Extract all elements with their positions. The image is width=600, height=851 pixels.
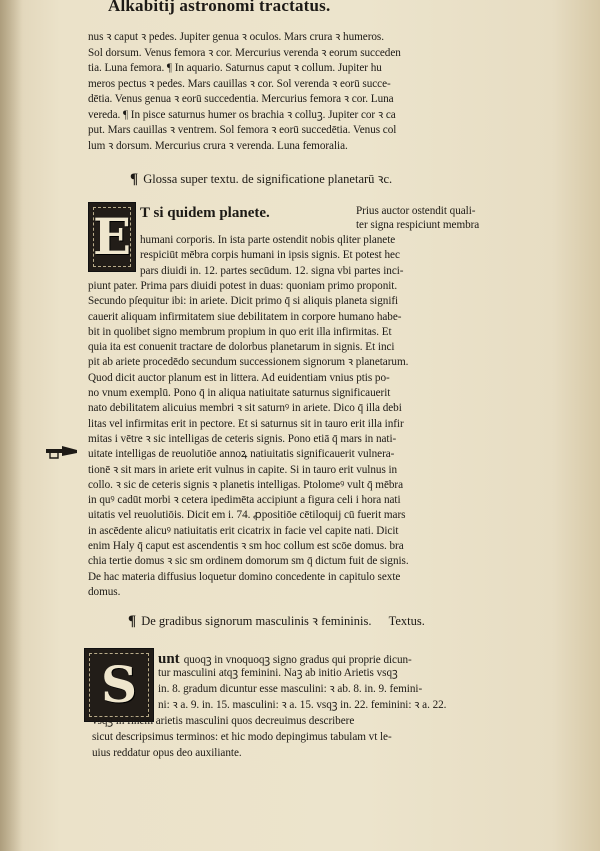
paragraph-mark-icon: ¶ [130, 171, 139, 187]
text-first-word: unt [158, 651, 180, 667]
text-line: humani corporis. In ista parte ostendit nobis qliter planete [140, 234, 396, 246]
text-line: uitate intelligas de reuolutiōe annoꝝ natiuitatis significauerit vulnera- [88, 448, 395, 461]
gloss-heading [130, 170, 392, 188]
gloss-heading-text: Glossa super textu. de significatione planetarū ꝛc. [143, 172, 393, 186]
text-line: chia tertie domus ꝛ sic sm ordinem domorum sm q̄ dictum fuit de signis. [88, 555, 409, 568]
text-line: sicut descripsimus terminos: et hic modo depingimus tabulam vt le- [92, 731, 392, 743]
text-line: nus ꝛ caput ꝛ pedes. Jupiter genua ꝛ oculos. Mars crura ꝛ humeros. [88, 31, 384, 43]
text-label: Textus. [388, 614, 425, 628]
pointing-hand-icon [44, 441, 80, 461]
text-line: tionē ꝛ sit mars in ariete erit vulnus in capite. Si in tauro erit vulnus in [88, 463, 398, 476]
gloss-first-line [140, 204, 270, 222]
text-line: ter signa respiciunt membra [356, 219, 480, 231]
text-line: meros pectus ꝛ pedes. Mars cauillas ꝛ cor. Sol verenda ꝛ eorū succe- [88, 77, 391, 90]
text-line: tur masculini atqꝫ feminini. Naꝫ ab initio Arietis vsqꝫ [158, 667, 398, 679]
gloss-first-words: T si quidem planete. [140, 205, 270, 221]
gloss-initial [88, 202, 136, 272]
text-line: in ascēdente alicuꝰ natiuitatis erit cicatrix in facie vel capite nati. Dicit [88, 524, 399, 537]
text-line: De hac materia diffusius loquetur domino concedente in capitulo sexte [88, 570, 401, 583]
text-line: pars diuidi in. 12. partes secūdum. 12. signa vbi partes inci- [140, 264, 404, 277]
text-line: in. 8. gradum dicuntur esse masculini: ꝛ ab. 8. in. 9. femini- [158, 683, 423, 695]
paragraph-mark-icon: ¶ [128, 613, 137, 629]
text-line: nato debilitatem alicuius membri ꝛ sit saturnꝰ in ariete. Dico q̄ illa debi [88, 402, 402, 415]
text-line: ni: ꝛ a. 9. in. 15. masculini: ꝛ a. 15. vsqꝫ in. 22. feminini: ꝛ a. 22. [158, 699, 447, 711]
text-line: vsqꝫ in finem arietis masculini quos decreuimus describere [92, 715, 355, 727]
text-line: uius reddatur opus deo auxiliante. [92, 747, 242, 759]
text-line: Secundo pſequitur ibi: in ariete. Dicit primo q̄ si aliquis planeta signifi [88, 295, 399, 308]
text-line: piunt pater. Prima pars diuidi potest in duas: quoniam primo proponit. [88, 279, 398, 292]
text-line: quoqꝫ in vnoquoqꝫ signo gradus qui proprie dicun- [183, 654, 412, 666]
top-text-block [88, 30, 548, 154]
text-line: pit ab ariete procedēdo secundum successionem signorum ꝛ planetarum. [88, 356, 409, 369]
text-line: tia. Luna femora. ¶ In aquario. Saturnus caput ꝛ collum. Jupiter hu [88, 62, 382, 74]
running-head: Alkabitij astronomi tractatus. [108, 0, 331, 15]
text-line: cauerit aliquam infirmitatem siue debilitatem in corpore humano habe- [88, 310, 402, 323]
text-heading [128, 612, 425, 630]
text-initial-letter: S [100, 655, 138, 714]
text-line: respiciūt mēbra corpis humani in ipsis signis. Et potest hec [140, 249, 400, 262]
text-line: domus. [88, 585, 121, 598]
text-line: Prius auctor ostendit quali- [356, 205, 476, 217]
text-line: lum ꝛ dorsum. Mercurius crura ꝛ verenda. Luna femoralia. [88, 139, 348, 152]
text-line: in quꝰ cadūt morbi ꝛ cetera ipedimēta accipiunt a figura celi i hora nati [88, 494, 401, 507]
text-heading-text: De gradibus signorum masculinis ꝛ femininis. [141, 614, 372, 628]
text-line: collo. ꝛ sic de ceteris signis ꝛ planetis intelligas. Ptolomeꝰ vult q̄ mēbra [88, 478, 404, 491]
text-line: quia ita est conuenit tractare de dolorbus planetarum in signis. Et inci [88, 341, 395, 354]
spine-shadow [0, 0, 22, 851]
text-line: mitas i vētre ꝛ sic intelligas de ceteris signis. Pono etiā q̄ mars in nati- [88, 432, 397, 445]
gloss-initial-letter: E [92, 207, 132, 266]
text-line: put. Mars cauillas ꝛ ventrem. Sol femora ꝛ eorū succedētia. Venus col [88, 124, 397, 136]
text-line: vereda. ¶ In pisce saturnus humer os brachia ꝛ colluꝫ. Jupiter cor ꝛ ca [88, 108, 396, 121]
text-initial [84, 648, 154, 722]
text-line: Quod dicit auctor planum est in littera. Ad euidentiam vnius ptis po- [88, 371, 390, 384]
text-line: dētia. Venus genua ꝛ eorū succedentia. Mercurius femora ꝛ cor. Luna [88, 93, 394, 105]
text-line: uitatis vel reuolutiōis. Dicit em i. 74. ꝓpositiōe cētiloquij cū fuerit mars [88, 509, 406, 522]
text-line: Sol dorsum. Venus femora ꝛ cor. Mercurius verenda ꝛ eorum succeden [88, 46, 401, 59]
text-line: enim Haly q̄ caput est ascendentis ꝛ sm hoc collum est scōe domus. bra [88, 540, 404, 552]
text-line: bit in quolibet signo membrum propium in quo erit illa infirmitas. Et [88, 325, 392, 338]
text-line: no vnum exemplū. Pono q̄ in aliqua natiuitate saturnus significauerit [88, 387, 391, 399]
text-line: litas vel infirmitas erit in pectore. Et si saturnus sit in tauro erit illa infir [88, 417, 404, 430]
